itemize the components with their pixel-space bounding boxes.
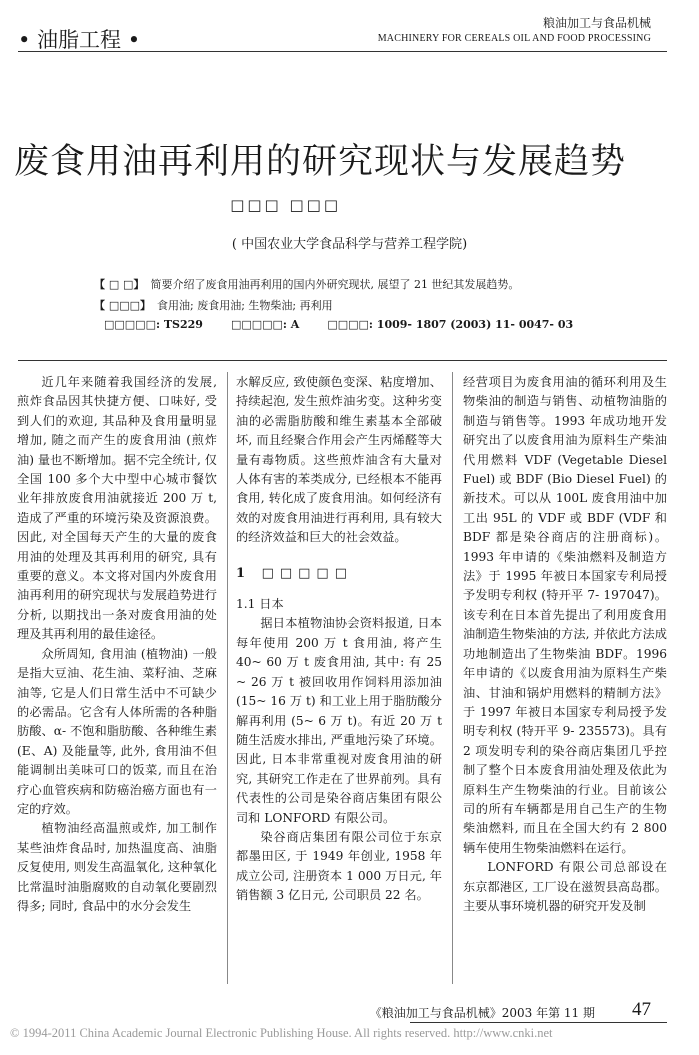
body-column-2 bbox=[236, 373, 442, 906]
page-number: 47 bbox=[632, 999, 651, 1020]
journal-name-en: MACHINERY FOR CEREALS OIL AND FOOD PROCESSING bbox=[377, 33, 651, 44]
author-line: □□□ □□□ bbox=[230, 196, 341, 214]
footer-journal-issue: 《粮油加工与食品机械》2003 年第 11 期 bbox=[369, 1006, 595, 1020]
header-divider bbox=[18, 51, 667, 52]
section-heading: 1 □□□□□ bbox=[236, 565, 353, 581]
body-paragraph: 据日本植物油协会资料报道, 日本每年使用 200 万 t 食用油, 将产生 40~ 60 万 t 废食用油, 其中: 有 25 ~ 26 万 t 被回收用作饲料用添加油 (15~ 16 万 t) 和工业上用于脂肪酸分解再利用 (5~ 6 万 t)。有近 20 万 t 随生活废水排出, 严重地污染了环境。因此, 日本非常重视对废食用油的研究, 其研究工作走在了世界前列。具有代表性的公司是染谷商店集团有限公司和 LONFORD 有限公司。 bbox=[236, 616, 442, 825]
body-paragraph: 染谷商店集团有限公司位于东京都墨田区, 于 1949 年创业, 1958 年成立公司, 注册资本 1 000 万日元, 年销售额 3 亿日元, 公司职员 22 名。 bbox=[236, 829, 442, 903]
body-column-3 bbox=[463, 373, 667, 916]
body-paragraph: 水解反应, 致使颜色变深、粘度增加、持续起泡, 发生煎炸油劣变。这种劣变油的必需脂肪酸和维生素基本全部破坏, 而且经聚合作用会产生丙烯醛等大量有毒物质。这些煎炸油含有大量对人体有害的苯类成分, 已经根本不能再食用, 转化成了废食用油。如何经济有效的对废食用油进行再利用, 具有较大的经济效益和巨大的社会效益。 bbox=[236, 375, 442, 545]
body-column-1 bbox=[17, 373, 217, 916]
abstract-text: 简要介绍了废食用油再利用的国内外研究现状, 展望了 21 世纪其发展趋势。 bbox=[150, 278, 520, 291]
abstract-tag: 【 □ □】 bbox=[94, 278, 145, 291]
abstract bbox=[94, 276, 519, 292]
journal-name-cn: 粮油加工与食品机械 bbox=[542, 16, 651, 30]
class-number: □□□□□: TS229 bbox=[104, 318, 203, 331]
body-paragraph: 近几年来随着我国经济的发展, 煎炸食品因其快捷方便、口味好, 受到人们的欢迎, 其品种及食用量明显增加, 随之而产生的废食用油 (煎炸油) 量也不断增加。据不完全统计, 仅全国 100 多个大中型中心城市餐饮业年排放废食用油就接近 200 万 t, 造成了严重的环境污染及资源浪费。因此, 对全国每天产生的大量的废食用油的处理及其再利用的研究, 具有重要的意义。本文将对国内外废食用油再利用的研究现状与发展趋势进行分析, 以期找出一条对废食用油的处理及其再利用的最佳途径。 bbox=[17, 375, 217, 642]
article-title: 废食用油再利用的研究现状与发展趋势 bbox=[14, 142, 627, 182]
subsection-heading: 1.1 日本 bbox=[236, 597, 284, 612]
body-paragraph: 植物油经高温煎或炸, 加工制作某些油炸食品时, 加热温度高、油脂反复使用, 则发生高温氧化, 这种氧化比常温时油脂腐败的自动氧化要剧烈得多; 同时, 食品中的水分会发生 bbox=[17, 821, 217, 913]
affiliation: ( 中国农业大学食品科学与营养工程学院) bbox=[231, 237, 468, 252]
body-paragraph: 经营项目为废食用油的循环利用及生物柴油的制造与销售、动植物油脂的制造与销售等。1993 年成功地开发研究出了以废食用油为原料生产柴油代用燃料 VDF (Vegetable Diesel Fuel) 或 BDF (Bio Diesel Fuel) 的新技术。可以从 100L 废食用油中加工出 95L 的 VDF 或 BDF (VDF 和 BDF 都是染谷商店的注册商标)。1993 年申请的《柴油燃料及制造方法》于 1995 年被日本国家专利局授予发明专利权 (特开平 7- 197047)。该专利在日本首先提出了利用废食用油制造生物柴油的方法, 并依此方法成功地制造出了生物柴油 BDF。1996 年申请的《以废食用油为原料生产柴油、甘油和锅炉用燃料的精制方法》于 1997 年被日本国家专利局授予发明专利权 (特开平 9- 235573)。具有 2 项发明专利的染谷商店集团几乎控制了整个日本废食用油处理及依此为原料生产生物柴油的行业。目前该公司的所有车辆都是用自己生产的生物柴油燃料, 而且在全国大约有 2 800 辆车使用生物柴油燃料在运行。 bbox=[463, 375, 667, 855]
body-paragraph: LONFORD 有限公司总部设在东京都港区, 工厂设在滋贺县高岛郡。主要从事环境机器的研究开发及制 bbox=[463, 860, 667, 913]
section-label: • 油脂工程 • bbox=[18, 28, 141, 52]
article-number: □□□□: 1009- 1807 (2003) 11- 0047- 03 bbox=[327, 318, 574, 331]
document-code: □□□□□: A bbox=[230, 318, 300, 331]
keywords-text: 食用油; 废食用油; 生物柴油; 再利用 bbox=[157, 299, 333, 312]
classification-line bbox=[104, 318, 601, 331]
body-paragraph: 众所周知, 食用油 (植物油) 一般是指大豆油、花生油、菜籽油、芝麻油等, 它是人们日常生活中不可缺少的必需品。它含有人体所需的各种脂肪酸、α- 不饱和脂肪酸、各种维生素 (E、A) 及能量等, 此外, 食用油不但能调制出美味可口的饭菜, 而且在治疗心血管疾病和防癌治癌方面也有一定的疗效。 bbox=[17, 646, 217, 816]
footer-divider bbox=[410, 1022, 667, 1023]
column-divider bbox=[452, 372, 453, 984]
body-divider bbox=[18, 360, 667, 361]
column-divider bbox=[227, 372, 228, 984]
copyright-notice: © 1994-2011 China Academic Journal Electronic Publishing House. All rights reserved. http://www.cnki.net bbox=[10, 1026, 553, 1040]
keywords bbox=[94, 297, 333, 313]
keywords-tag: 【 □□□】 bbox=[94, 299, 152, 312]
